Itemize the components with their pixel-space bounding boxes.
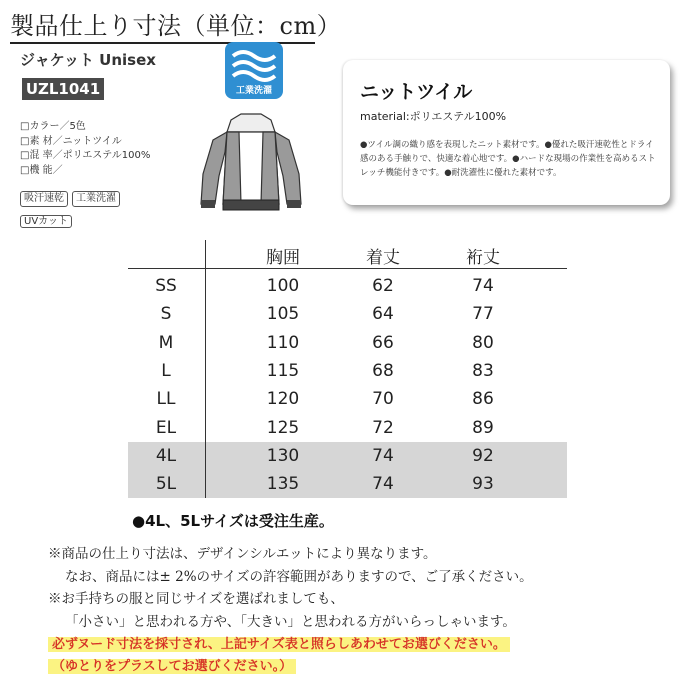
- size-value: 110: [266, 332, 300, 353]
- size-label: M: [158, 332, 174, 353]
- function-tags: [20, 191, 120, 207]
- material-description: ●ツイル調の織り感を表現したニット素材です。●優れた吸汗速乾性とドライ感のある手触りで、快適な着心地です。●ハードな現場の作業性を高めるストレッチ機能付きです。●耐洗濯性に優れた素材です。: [360, 140, 656, 178]
- column-header: 着丈: [366, 248, 400, 268]
- size-value: 135: [266, 474, 300, 495]
- note-line-1: ※商品の仕上り寸法は、デザインシルエットにより異なります。: [48, 546, 437, 562]
- tag-uv-cut: UVカット: [20, 215, 72, 228]
- size-value: 70: [372, 389, 394, 410]
- spec-function: □機 能／: [20, 164, 63, 176]
- size-value: 72: [372, 417, 394, 438]
- note-line-3: ※お手持ちの服と同じサイズを選ばれましても、: [48, 591, 344, 607]
- size-value: 74: [472, 276, 494, 296]
- page-title: 製品仕上り寸法（単位：cm）: [10, 12, 342, 40]
- size-label: S: [160, 304, 172, 325]
- function-tags-row2: [20, 209, 72, 229]
- highlight-note-2: （ゆとりをプラスしてお選びください。）: [48, 659, 296, 674]
- spec-color: □カラー／5色: [20, 121, 86, 132]
- tag-industrial-wash: 工業洗濯: [72, 191, 120, 207]
- size-value: 80: [472, 332, 494, 353]
- material-title: ニットツイル: [360, 81, 473, 103]
- size-value: 77: [472, 304, 494, 325]
- size-notes: [48, 543, 533, 633]
- spec-blend: □混 率／ポリエステル100%: [20, 150, 151, 161]
- spec-list: [20, 120, 150, 178]
- size-value: 130: [266, 445, 300, 466]
- tag-quick-dry: 吸汗速乾: [20, 191, 68, 207]
- size-value: 89: [472, 417, 494, 438]
- size-value: 115: [266, 360, 300, 381]
- size-label: EL: [155, 417, 177, 438]
- size-label: 5L: [155, 474, 177, 495]
- size-value: 64: [372, 304, 394, 325]
- column-header: 裄丈: [466, 248, 500, 268]
- column-header: 胸囲: [266, 248, 300, 268]
- highlight-note-1: 必ずヌード寸法を採寸され、上記サイズ表と照らしあわせてお選びください。: [48, 637, 510, 652]
- size-value: 62: [372, 276, 394, 296]
- note-line-4: 「小さい」と思われる方や、「大きい」と思われる方がいらっしゃいます。: [65, 613, 516, 630]
- made-to-order-note: ●4L、5Lサイズは受注生産。: [132, 512, 334, 530]
- size-label: 4L: [155, 445, 177, 466]
- size-value: 74: [372, 445, 394, 466]
- size-value: 86: [472, 389, 494, 410]
- size-value: 105: [266, 304, 300, 325]
- size-value: 66: [372, 332, 394, 353]
- model-number-badge: UZL1041: [22, 78, 104, 100]
- material-info-card: [343, 60, 670, 205]
- highlighted-notes: [48, 634, 510, 678]
- jacket-back-illustration: [195, 112, 307, 214]
- note-line-2: なお、商品には± 2%のサイズの許容範囲がありますので、ご了承ください。: [65, 568, 533, 585]
- size-value: 100: [266, 276, 300, 296]
- size-label: LL: [156, 389, 176, 410]
- size-value: 68: [372, 360, 394, 381]
- product-subtitle: ジャケット Unisex: [20, 51, 156, 69]
- wash-badge-label: 工業洗濯: [235, 86, 272, 96]
- size-value: 92: [472, 445, 494, 466]
- spec-material: □素 材／ニットツイル: [20, 135, 122, 147]
- industrial-wash-badge: [225, 42, 283, 99]
- material-composition: material:ポリエステル100%: [360, 110, 507, 123]
- size-value: 74: [372, 474, 394, 495]
- size-label: L: [161, 360, 171, 381]
- size-value: 120: [266, 389, 300, 410]
- size-value: 125: [266, 417, 300, 438]
- size-value: 93: [472, 474, 494, 495]
- size-label: SS: [155, 276, 177, 296]
- size-value: 83: [472, 360, 494, 381]
